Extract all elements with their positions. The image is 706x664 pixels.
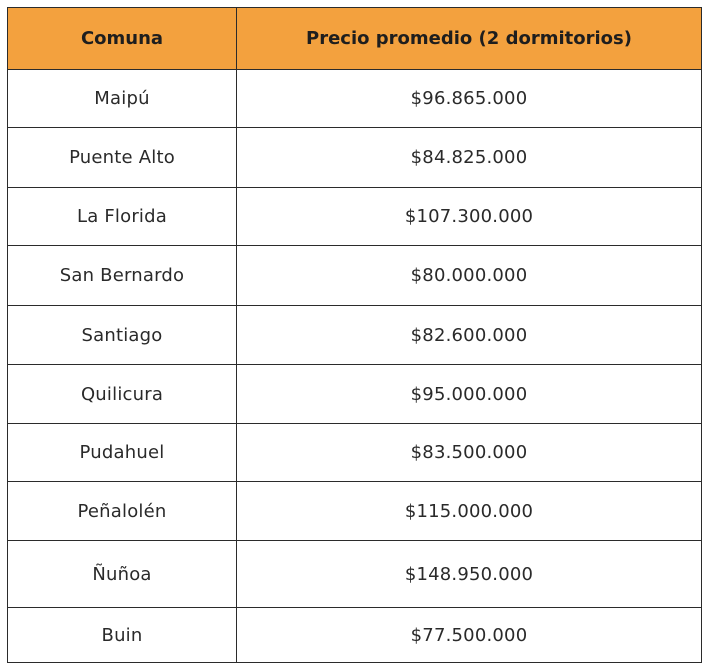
cell-comuna: La Florida (8, 188, 237, 246)
cell-precio: $77.500.000 (237, 608, 702, 663)
cell-precio: $148.950.000 (237, 541, 702, 608)
price-table-container (7, 7, 701, 663)
table-header-row (8, 8, 702, 70)
cell-precio: $84.825.000 (237, 128, 702, 188)
cell-precio: $83.500.000 (237, 424, 702, 482)
table-row (8, 246, 702, 306)
cell-precio: $96.865.000 (237, 70, 702, 128)
cell-comuna: Puente Alto (8, 128, 237, 188)
cell-comuna: Ñuñoa (8, 541, 237, 608)
cell-precio: $80.000.000 (237, 246, 702, 306)
cell-precio: $115.000.000 (237, 482, 702, 541)
cell-comuna: San Bernardo (8, 246, 237, 306)
cell-precio: $95.000.000 (237, 365, 702, 424)
cell-comuna: Peñalolén (8, 482, 237, 541)
table-row (8, 188, 702, 246)
table-row (8, 424, 702, 482)
table-row (8, 70, 702, 128)
header-comuna: Comuna (8, 8, 237, 70)
table-row (8, 541, 702, 608)
price-table (7, 7, 702, 663)
cell-comuna: Maipú (8, 70, 237, 128)
cell-comuna: Quilicura (8, 365, 237, 424)
cell-comuna: Buin (8, 608, 237, 663)
header-precio-promedio: Precio promedio (2 dormitorios) (237, 8, 702, 70)
table-row (8, 482, 702, 541)
table-row (8, 306, 702, 365)
cell-comuna: Pudahuel (8, 424, 237, 482)
cell-precio: $107.300.000 (237, 188, 702, 246)
cell-precio: $82.600.000 (237, 306, 702, 365)
cell-comuna: Santiago (8, 306, 237, 365)
table-row (8, 608, 702, 663)
table-row (8, 128, 702, 188)
table-row (8, 365, 702, 424)
